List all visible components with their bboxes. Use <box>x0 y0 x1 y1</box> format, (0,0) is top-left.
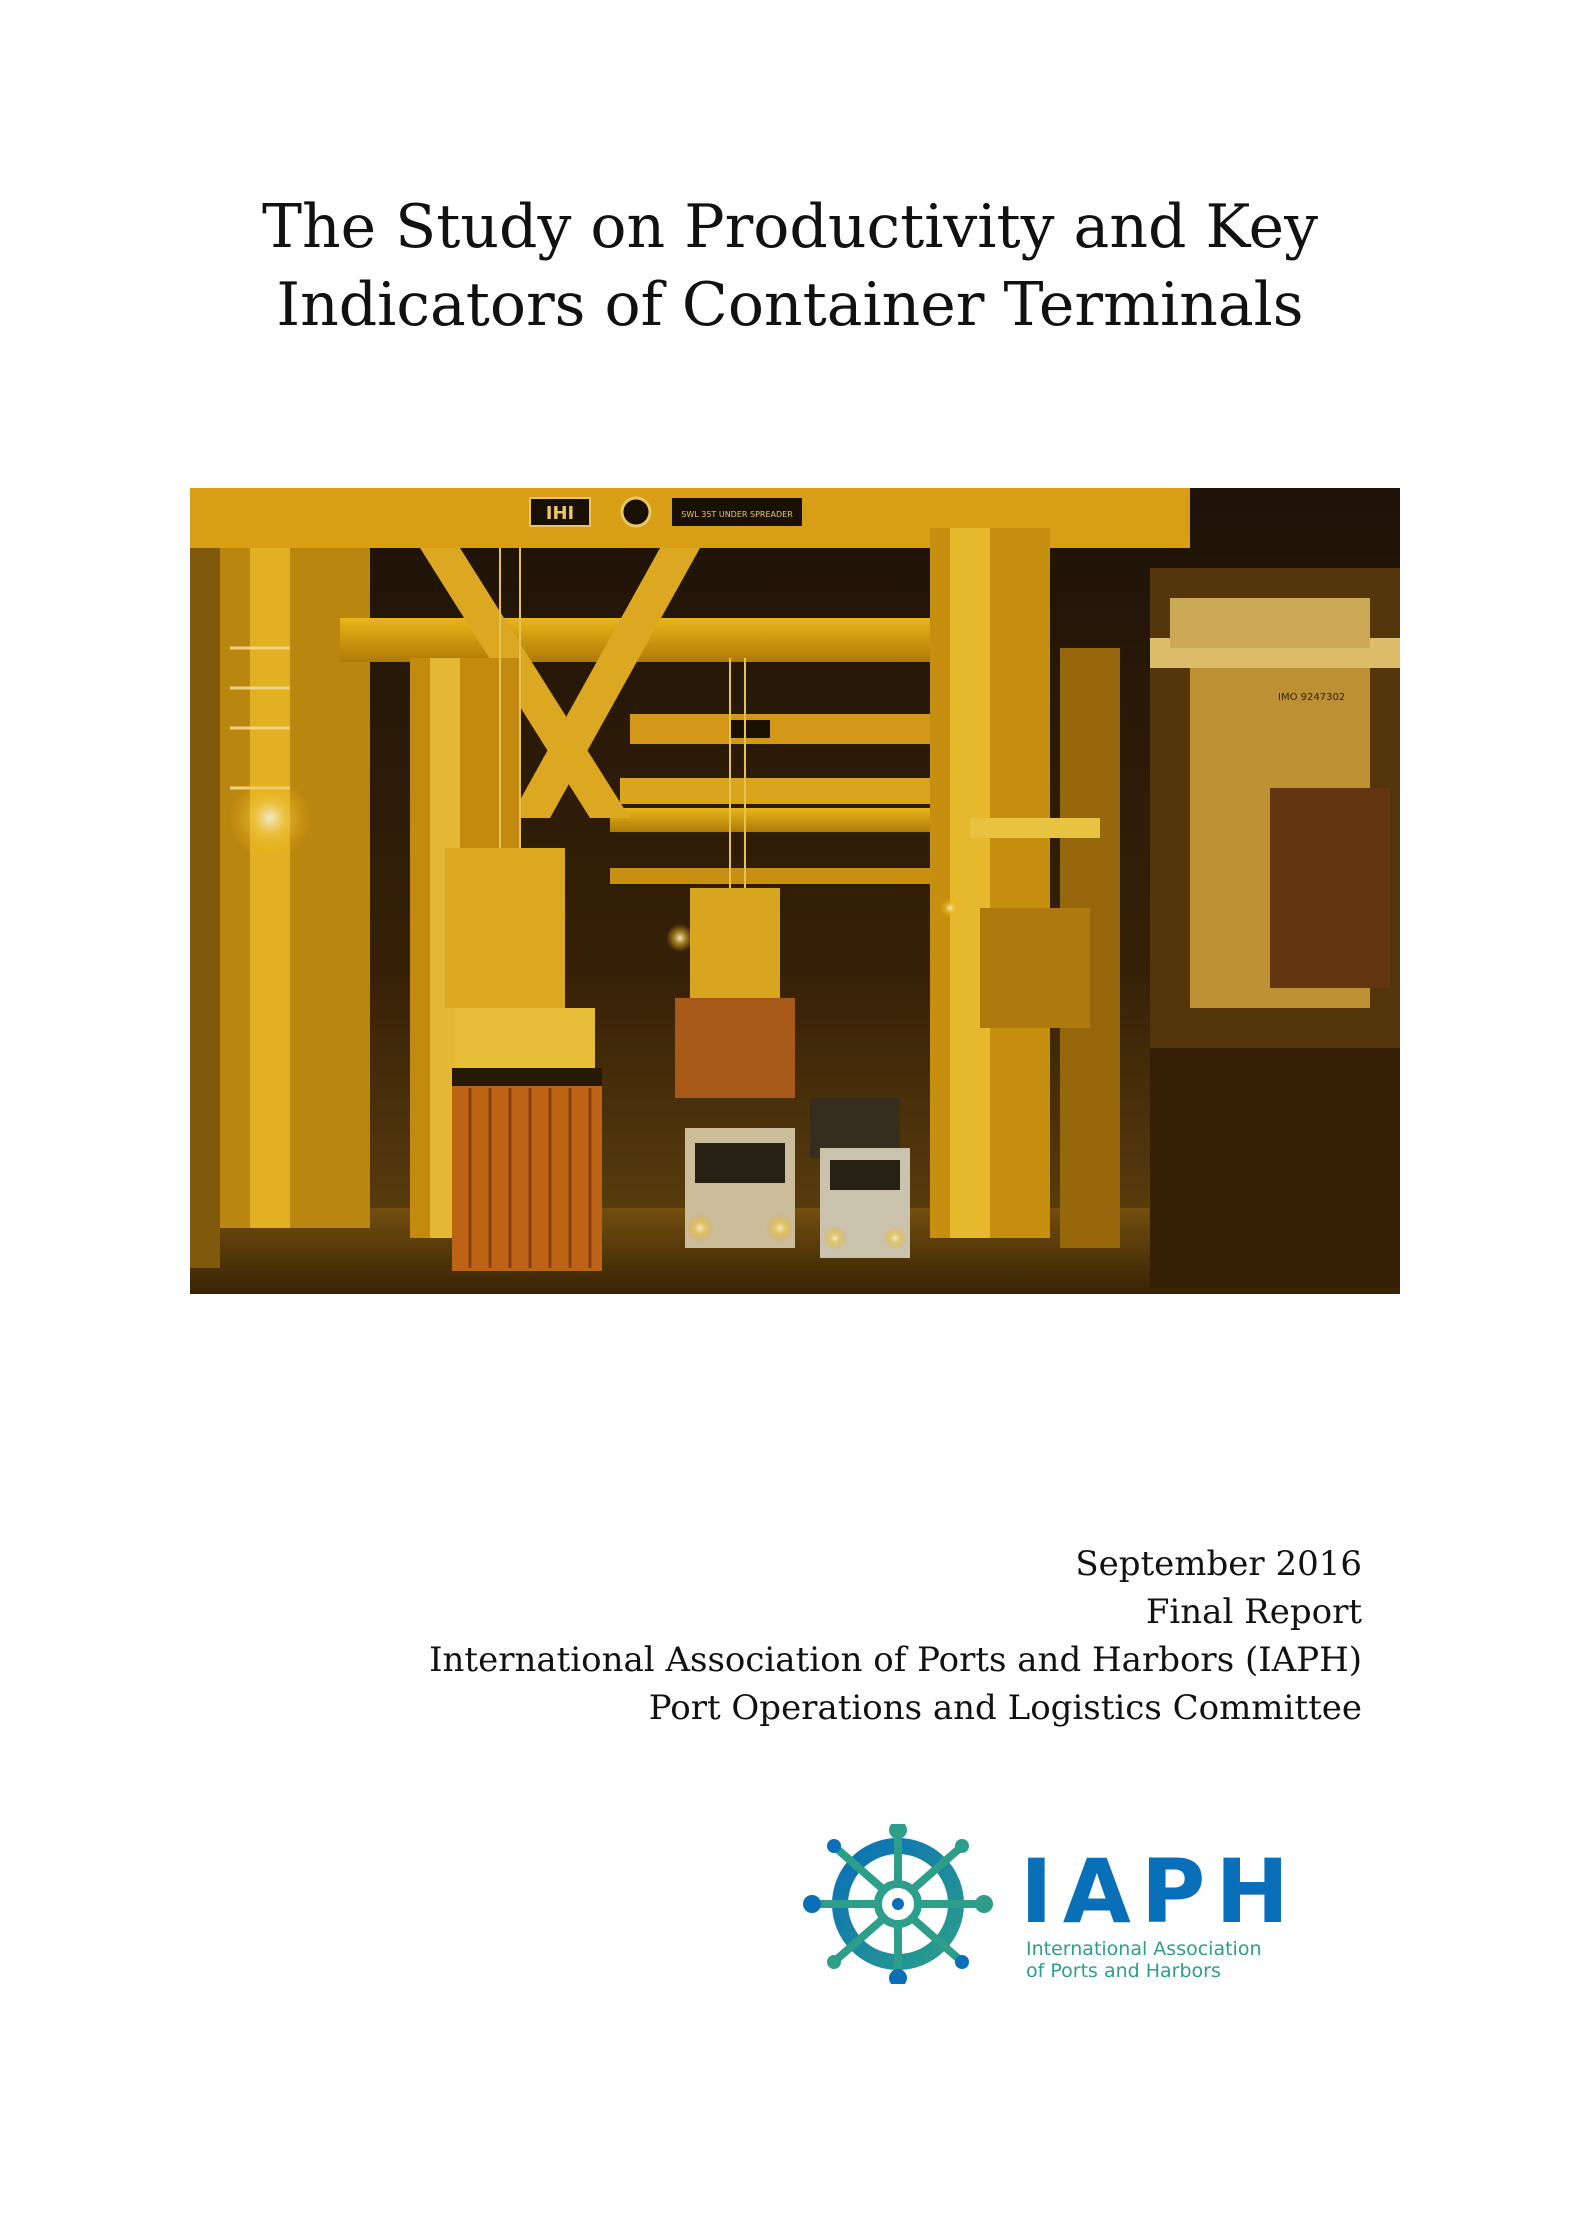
logo-full-name-line-1: International Association <box>1026 1938 1262 1960</box>
committee-name: Port Operations and Logistics Committee <box>648 1688 1362 1728</box>
report-title-line-1: The Study on Productivity and Key <box>261 192 1319 262</box>
ships-wheel-icon <box>798 1824 998 1984</box>
cover-photo <box>190 488 1400 1294</box>
svg-text:IMO 9247302: IMO 9247302 <box>1278 692 1346 703</box>
report-meta <box>362 1540 1362 1732</box>
iaph-logo <box>798 1824 1398 1984</box>
logo-acronym: IAPH <box>1020 1840 1299 1943</box>
report-title-line-2: Indicators of Container Terminals <box>276 270 1304 340</box>
svg-text:SWL 35T UNDER SPREADER: SWL 35T UNDER SPREADER <box>681 510 793 519</box>
report-date: September 2016 <box>1075 1544 1362 1584</box>
svg-text:IHI: IHI <box>545 503 575 524</box>
logo-full-name-line-2: of Ports and Harbors <box>1026 1960 1221 1982</box>
report-title <box>0 188 1580 344</box>
logo-full-name <box>1026 1938 1262 1982</box>
publishing-organization: International Association of Ports and Harbors (IAPH) <box>429 1640 1362 1680</box>
report-type: Final Report <box>1145 1592 1362 1632</box>
